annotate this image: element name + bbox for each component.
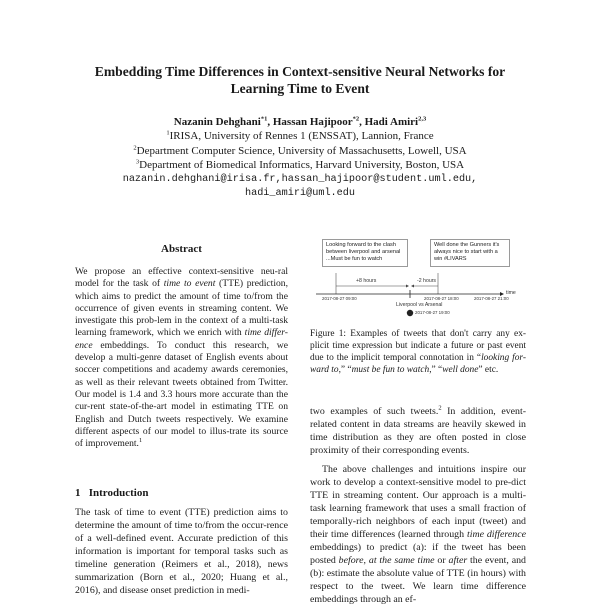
caption-text-c: ,” “: [429, 365, 443, 376]
p2-em-1: time difference: [466, 529, 526, 540]
diff-label-2: -2 hours: [417, 278, 437, 284]
event-label: Liverpool vs Arsenal: [396, 302, 443, 308]
abstract-text-2: (TTE) prediction, which aims to predict the amount of time to/from the occurrence of given events in streaming content. We investigate this prob-lem in the context of a multi-task learning framework, which we enrich with: [75, 278, 288, 339]
author-1-sup: *1: [260, 115, 268, 123]
section-heading-introduction: [75, 487, 288, 499]
aff-2-text: Department Computer Science, University of Massachusetts, Lowell, USA: [136, 144, 467, 157]
introduction-body: The task of time to event (TTE) prediction aims to determine the amount of time to/from the occur-rence of a well-defined event. Accurate prediction of this information is important for temporal tasks such as timeline generation (Reimers et al., 2018), news summarization (Born et al., 2020; Huang et al., 2016), and disease onset prediction in medi-: [75, 507, 288, 596]
footnote-marker-1: 1: [138, 436, 143, 444]
author-3-sup: 2,3: [418, 115, 427, 123]
caption-em-1: looking for-ward to: [310, 353, 526, 376]
abstract-text-3: embeddings. To conduct this research, we develop a multi-genre dataset of English events about soccer competitions and academy awards ceremonies, as well as their relevant tweets obtained from Twitter. Our model is 1.4 and 3.3 hours more accurate than the cur-rent state-of-the-art model in estimating TTE on English and Dutch tweets respectively. We examine different aspects of our model to illus-trate its source of improvement.: [75, 339, 288, 450]
p2-text-b: embeddings) to predict (a): if the tweet has been posted: [310, 542, 526, 566]
author-block: [40, 115, 560, 201]
p2-em-4: after: [448, 555, 468, 566]
aff-1-text: IRISA, University of Rennes 1 (ENSSAT), Lannion, France: [169, 130, 434, 143]
aff-3-sup: 3: [135, 158, 140, 166]
p2-em-3: at the same time: [368, 555, 435, 566]
figure-1-caption: [310, 328, 526, 376]
email-line-2: hadi_amiri@uml.edu: [244, 188, 356, 200]
title-line-2: Learning Time to Event: [230, 81, 370, 96]
aff-1-sup: 1: [166, 129, 170, 137]
author-2-sup: *2: [352, 115, 360, 123]
affiliation-3: [40, 158, 560, 172]
p1-text-b: In addition, event-related content in data streams are heavily skewed in time distribution as they are often posted in close proximity of their corresponding events.: [310, 406, 526, 456]
aff-3-text: Department of Biomedical Informatics, Harvard University, Boston, USA: [139, 159, 465, 172]
p2-text-d: or: [434, 555, 449, 566]
author-2: Hassan Hajipoor: [272, 116, 353, 128]
caption-em-3: well done: [442, 365, 479, 376]
date-label-2: 2017-08-27 18:00: [424, 296, 459, 301]
section-number: 1: [75, 487, 81, 499]
caption-text-d: ” etc.: [478, 365, 499, 376]
date-label-3: 2017-08-27 21:00: [474, 296, 509, 301]
paragraph-2: [310, 463, 526, 606]
abstract-text-1: We propose an effective context-sensitive neu-ral model for the task of: [75, 266, 288, 290]
figure-1: [314, 238, 524, 324]
affiliation-2: [40, 144, 560, 158]
p2-em-2: before: [338, 555, 364, 566]
p2-text-a: The above challenges and intuitions inspire our work to develop a context-sensitive model to pre-dict TTE in streaming content. Our approach is a multi-task learning framework that uses a small fraction of temporally-rich neighbors of each input (tweet) and their time differences (learned through: [310, 464, 526, 540]
event-date: 2017-08-27 19:00: [415, 310, 450, 315]
event-ball-icon: [407, 310, 413, 316]
p2-text-e: the event, and (b): estimate the absolute value of TTE (in hours) with respect to the tweet. We learn time difference embeddings through an ef-: [310, 555, 526, 605]
abstract-em-2: time differ-ence: [75, 327, 288, 351]
diff-arrow-2-head: [411, 285, 414, 288]
aff-2-sup: 2: [133, 144, 137, 152]
author-1: Nazanin Dehghani: [173, 116, 261, 128]
paper-title: [40, 63, 560, 97]
date-label-1: 2017-08-27 09:00: [322, 296, 357, 301]
author-names: Nazanin Dehghani$^{*1}$, Hassan Hajipoor$^{*2}$, Hadi Amiri$^{2,3}$: [173, 115, 427, 128]
section-title: Introduction: [88, 487, 149, 499]
email-line-1: nazanin.dehghani@irisa.fr,hassan_hajipoor@student.uml.edu,: [122, 173, 478, 185]
affiliation-1: [40, 129, 560, 143]
paragraph-1: [310, 405, 526, 457]
title-line-1: Embedding Time Differences in Context-sensitive Neural Networks for: [94, 64, 506, 79]
tweet-box-2: Well done the Gunners it's always nice to start with a win #LIVARS: [430, 239, 510, 267]
abstract-em-1: time to event: [163, 278, 216, 290]
abstract-body: [75, 266, 288, 450]
caption-text-a: Figure 1: Examples of tweets that don't carry any ex-plicit time expression but indicate a future or past event due to the implicit temporal connotation in “: [310, 329, 526, 364]
diff-arrow-1-head: [406, 285, 409, 288]
p1-text-a: two examples of such tweets.: [310, 406, 439, 417]
caption-text-b: ,” “: [338, 365, 352, 376]
tweet-box-1: Looking forward to the clash between liverpool and arsenal ...Must be fun to watch: [322, 239, 408, 267]
right-column-body: [310, 405, 526, 612]
author-3: Hadi Amiri: [364, 116, 419, 128]
p2-text-c: ,: [363, 555, 369, 566]
abstract-heading: Abstract: [161, 243, 202, 255]
diff-label-1: +8 hours: [356, 278, 377, 284]
caption-em-2: must be fun to watch: [351, 365, 430, 376]
footnote-marker-2: 2: [438, 404, 442, 412]
axis-label: time: [506, 290, 516, 296]
